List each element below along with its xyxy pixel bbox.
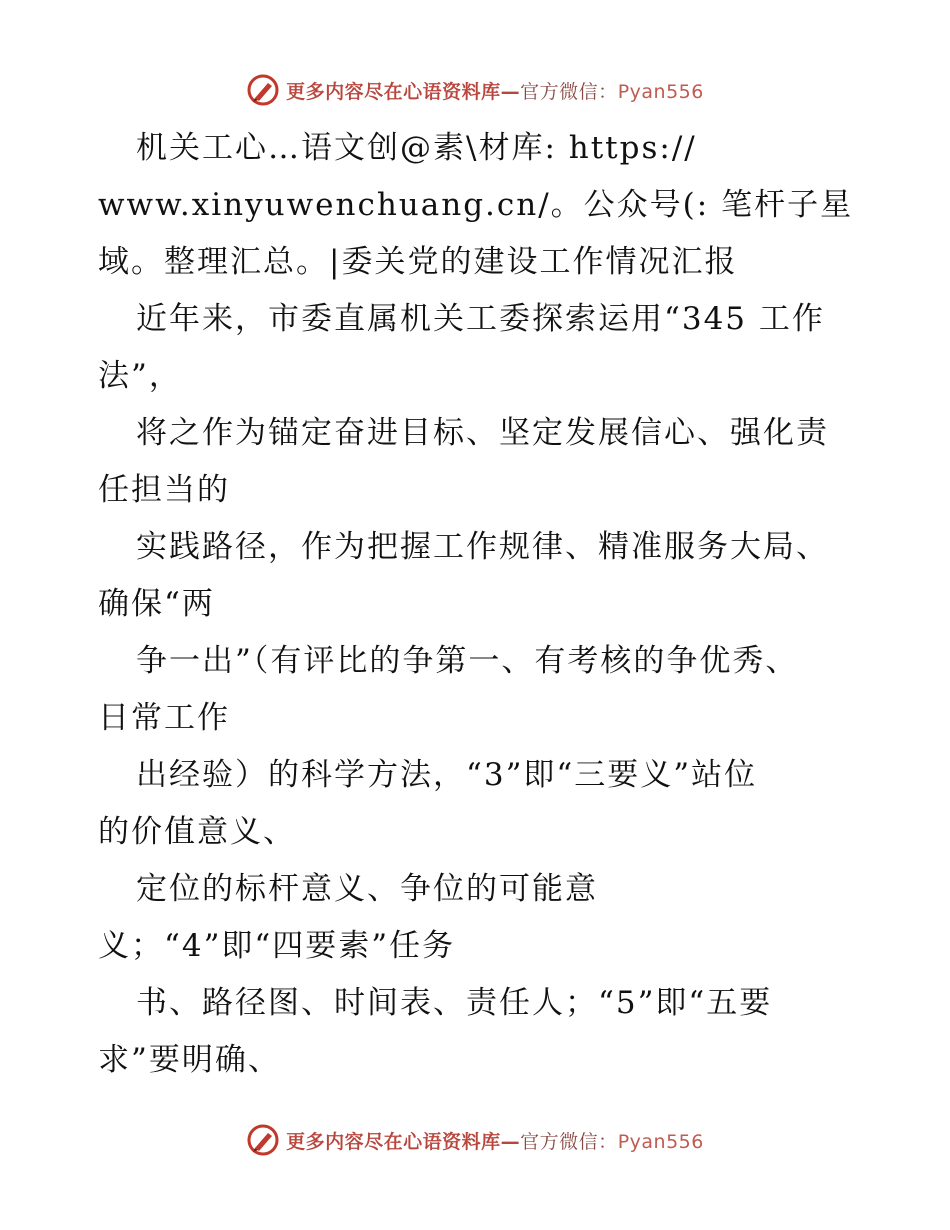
pen-logo-icon xyxy=(246,73,280,107)
text-line: 将之作为锚定奋进目标、坚定发展信心、强化责 xyxy=(136,415,829,451)
text-line: 确保“两 xyxy=(98,586,215,622)
text-line: 机关工心…语文创@素\材库: https:// xyxy=(136,130,697,166)
text-line: 实践路径，作为把握工作规律、精准服务大局、 xyxy=(136,529,829,565)
watermark-header xyxy=(0,70,950,110)
text-line: 域。整理汇总。|委关党的建设工作情况汇报 xyxy=(98,244,738,280)
text-line: 书、路径图、时间表、责任人；“5”即“五要 xyxy=(136,985,773,1021)
text-line: 争一出”（有评比的争第一、有考核的争优秀、 xyxy=(136,643,799,679)
text-line: 的价值意义、 xyxy=(98,814,296,850)
text-line: 义；“4”即“四要素”任务 xyxy=(98,928,456,964)
text-line: 求”要明确、 xyxy=(98,1042,281,1078)
text-line: 定位的标杆意义、争位的可能意 xyxy=(136,871,598,907)
text-line: www.xinyuwenchuang.cn/。公众号(: 笔杆子星 xyxy=(98,187,854,223)
document-body xyxy=(98,120,858,1089)
text-line: 近年来，市委直属机关工委探索运用“345 工作 xyxy=(136,301,825,337)
text-line: 任担当的 xyxy=(98,472,230,508)
pen-logo-icon xyxy=(246,1123,280,1157)
text-line: 法”， xyxy=(98,358,182,394)
text-line: 日常工作 xyxy=(98,700,230,736)
watermark-footer xyxy=(0,1120,950,1160)
watermark-text: 更多内容尽在心语资料库—官方微信：Pyan556 xyxy=(286,80,704,103)
text-line: 出经验）的科学方法，“3”即“三要义”站位 xyxy=(136,757,758,793)
watermark-text: 更多内容尽在心语资料库—官方微信：Pyan556 xyxy=(286,1130,704,1153)
